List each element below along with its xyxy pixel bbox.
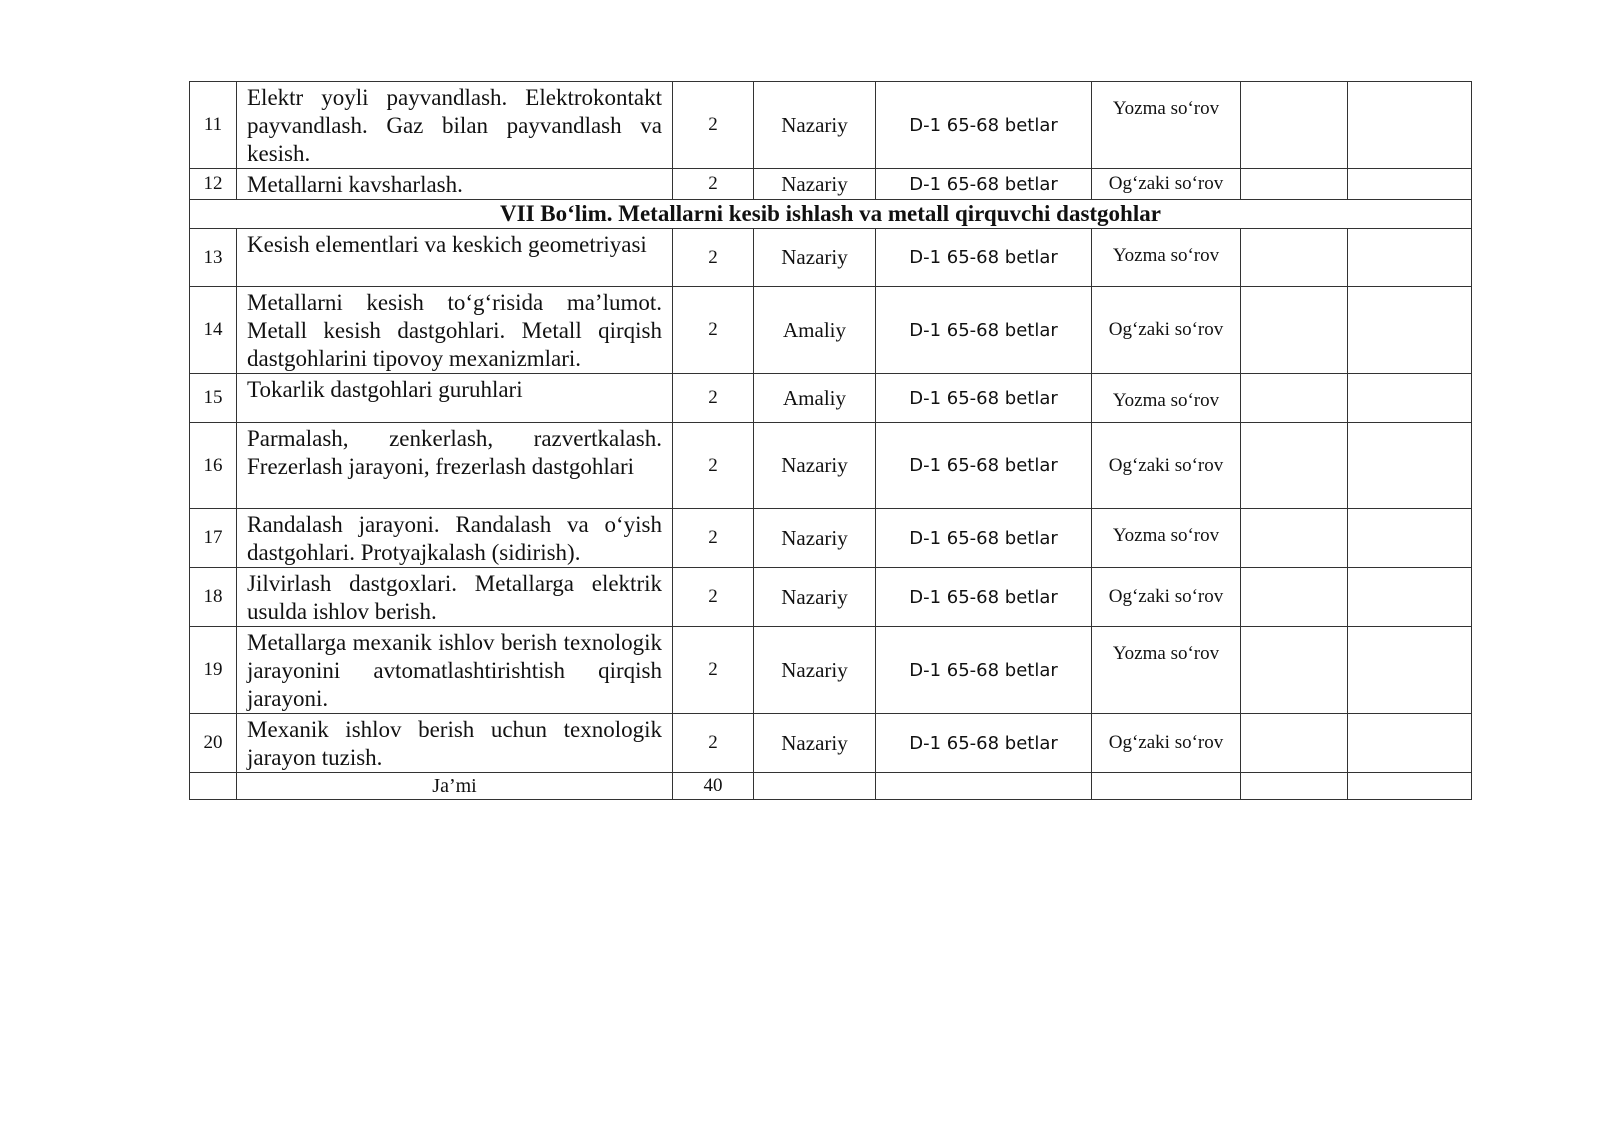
topic-cell: Tokarlik dastgohlari guruhlari [237, 374, 673, 423]
empty-cell [1241, 169, 1348, 200]
hours-cell: 2 [673, 374, 754, 423]
literature-cell: D-1 65-68 betlar [876, 714, 1092, 773]
hours-cell: 2 [673, 287, 754, 374]
control-cell: Og‘zaki so‘rov [1092, 568, 1241, 627]
literature-cell: D-1 65-68 betlar [876, 423, 1092, 509]
literature-cell: D-1 65-68 betlar [876, 509, 1092, 568]
empty-cell [1348, 627, 1472, 714]
table-row [190, 714, 1472, 773]
empty-cell [1348, 773, 1472, 800]
control-cell: Yozma so‘rov [1092, 82, 1241, 169]
total-hours: 40 [673, 773, 754, 800]
lesson-type-cell: Nazariy [754, 714, 876, 773]
literature-cell: D-1 65-68 betlar [876, 169, 1092, 200]
section-header-row [190, 200, 1472, 229]
lesson-type-cell: Nazariy [754, 82, 876, 169]
control-cell: Og‘zaki so‘rov [1092, 169, 1241, 200]
topic-cell: Mexanik ishlov berish uchun texnologik jarayon tuzish. [237, 714, 673, 773]
empty-cell [1092, 773, 1241, 800]
empty-cell [1348, 714, 1472, 773]
row-number: 12 [190, 169, 237, 200]
literature-cell: D-1 65-68 betlar [876, 287, 1092, 374]
empty-cell [1348, 423, 1472, 509]
topic-cell: Randalash jarayoni. Randalash va o‘yish dastgohlari. Protyajkalash (sidirish). [237, 509, 673, 568]
empty-cell [1348, 169, 1472, 200]
control-cell: Yozma so‘rov [1092, 627, 1241, 714]
row-number: 20 [190, 714, 237, 773]
curriculum-table [189, 81, 1472, 800]
lesson-type-cell: Nazariy [754, 169, 876, 200]
hours-cell: 2 [673, 568, 754, 627]
literature-cell: D-1 65-68 betlar [876, 568, 1092, 627]
topic-cell: Kesish elementlari va keskich geometriyasi [237, 229, 673, 287]
hours-cell: 2 [673, 423, 754, 509]
topic-cell: Metallarga mexanik ishlov berish texnologik jarayonini avtomatlashtirishtish qirqish jarayoni. [237, 627, 673, 714]
row-number: 19 [190, 627, 237, 714]
hours-cell: 2 [673, 169, 754, 200]
empty-cell [876, 773, 1092, 800]
table-row [190, 82, 1472, 169]
hours-cell: 2 [673, 714, 754, 773]
topic-cell: Parmalash, zenkerlash, razvertkalash. Frezerlash jarayoni, frezerlash dastgohlari [237, 423, 673, 509]
empty-cell [1241, 568, 1348, 627]
lesson-type-cell: Nazariy [754, 509, 876, 568]
lesson-type-cell: Nazariy [754, 229, 876, 287]
row-number: 16 [190, 423, 237, 509]
empty-cell [1348, 82, 1472, 169]
table-row [190, 374, 1472, 423]
row-number: 18 [190, 568, 237, 627]
row-number: 15 [190, 374, 237, 423]
empty-cell [190, 773, 237, 800]
topic-cell: Jilvirlash dastgoxlari. Metallarga elektrik usulda ishlov berish. [237, 568, 673, 627]
table-row [190, 287, 1472, 374]
empty-cell [1241, 627, 1348, 714]
table-row [190, 423, 1472, 509]
hours-cell: 2 [673, 627, 754, 714]
empty-cell [1241, 82, 1348, 169]
empty-cell [1348, 509, 1472, 568]
table-row [190, 229, 1472, 287]
row-number: 11 [190, 82, 237, 169]
total-row [190, 773, 1472, 800]
control-cell: Yozma so‘rov [1092, 229, 1241, 287]
empty-cell [1348, 287, 1472, 374]
table-row [190, 627, 1472, 714]
hours-cell: 2 [673, 509, 754, 568]
total-label: Ja’mi [237, 773, 673, 800]
literature-cell: D-1 65-68 betlar [876, 229, 1092, 287]
lesson-type-cell: Amaliy [754, 374, 876, 423]
control-cell: Og‘zaki so‘rov [1092, 423, 1241, 509]
table-row [190, 169, 1472, 200]
empty-cell [1241, 714, 1348, 773]
control-cell: Yozma so‘rov [1092, 374, 1241, 423]
literature-cell: D-1 65-68 betlar [876, 374, 1092, 423]
literature-cell: D-1 65-68 betlar [876, 627, 1092, 714]
lesson-type-cell: Nazariy [754, 423, 876, 509]
topic-cell: Elektr yoyli payvandlash. Elektrokontakt payvandlash. Gaz bilan payvandlash va kesish. [237, 82, 673, 169]
empty-cell [754, 773, 876, 800]
lesson-type-cell: Nazariy [754, 627, 876, 714]
control-cell: Yozma so‘rov [1092, 509, 1241, 568]
hours-cell: 2 [673, 229, 754, 287]
empty-cell [1348, 229, 1472, 287]
topic-cell: Metallarni kavsharlash. [237, 169, 673, 200]
empty-cell [1241, 229, 1348, 287]
empty-cell [1241, 287, 1348, 374]
control-cell: Og‘zaki so‘rov [1092, 714, 1241, 773]
empty-cell [1348, 374, 1472, 423]
lesson-type-cell: Nazariy [754, 568, 876, 627]
row-number: 13 [190, 229, 237, 287]
empty-cell [1348, 568, 1472, 627]
row-number: 17 [190, 509, 237, 568]
row-number: 14 [190, 287, 237, 374]
section-title: VII Bo‘lim. Metallarni kesib ishlash va metall qirquvchi dastgohlar [190, 200, 1472, 229]
empty-cell [1241, 773, 1348, 800]
lesson-type-cell: Amaliy [754, 287, 876, 374]
literature-cell: D-1 65-68 betlar [876, 82, 1092, 169]
empty-cell [1241, 509, 1348, 568]
topic-cell: Metallarni kesish to‘g‘risida ma’lumot. Metall kesish dastgohlari. Metall qirqish dastgohlarini tipovoy mexanizmlari. [237, 287, 673, 374]
empty-cell [1241, 374, 1348, 423]
hours-cell: 2 [673, 82, 754, 169]
table-row [190, 568, 1472, 627]
control-cell: Og‘zaki so‘rov [1092, 287, 1241, 374]
table-row [190, 509, 1472, 568]
empty-cell [1241, 423, 1348, 509]
